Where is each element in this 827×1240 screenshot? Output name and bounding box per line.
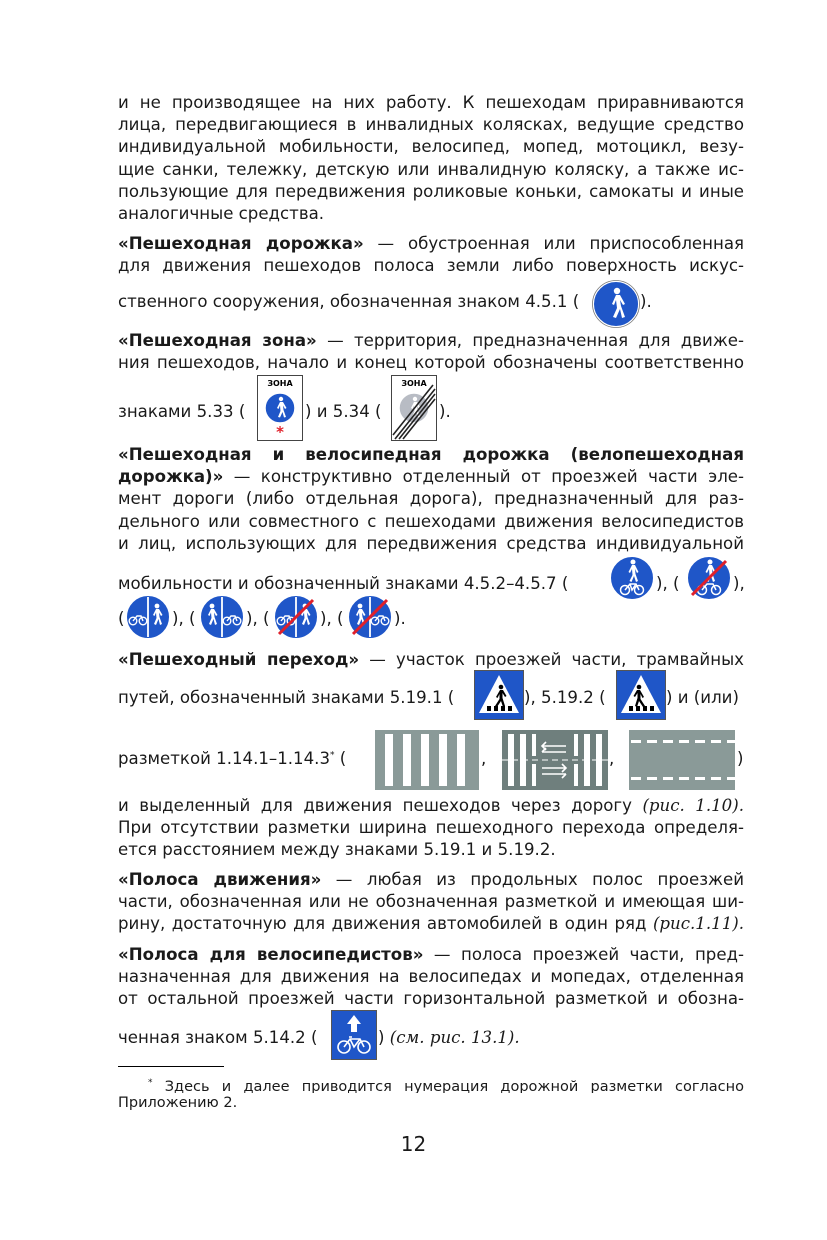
page-number: 12 [400, 1132, 427, 1156]
road-marking-1-14-1-icon [375, 730, 479, 790]
page: и не производящее на них работу. К пешеходам приравниваются лица, передвигающиеся в инвалидных колясках, ведущие средство индивидуальной мобильности, велосипед, мопед, мотоцикл, везу- щие санки, тележку, детскую или инвалидную коляску, а также ис- пользующие для передвижения роликовые коньки, самокаты и иные аналогичные средства. «Пешеходная дорожка» — обустроенная или приспособленная для движения пешеходов полоса земли либо поверхность искус- ственного сооружения, обозначенная знаком 4.5.1 ( ). «Пешеходная зона» — территория, предназначенная для движе- ния пешеходов, начало и конец которой обозначены соответственно знаками 5.33 ( ЗОНА * ) и 5.34 ( ЗОНА ). «Пешеходная и велосипедная дорожка (велопешеходная дорожка)» — конструктивно отделенный от проезжей части эле- мент дороги (либо отдельная дорога), предназначенный для раз- дельного или совместного с пешеходами движения велосипедистов и лиц, использующих для передвижения средства индивидуальной мобильности и обозначенный знаками 4.5.2–4.5.7 ( ), ( ), ( ), ( ), ( ), ( ). «Пешеходный переход» — участок проезжей части, трамвайных путей, обозначенный знаками 5.19.1 ( ), 5.19.2 ( ) и (или) разметкой 1.14.1–1.14.3* ( , , ) и выделенный для движения пешеходов через дорогу (рис. 1.10). При отсутствии разметки ширина пешеходного перехода определя- ется расстоянием между знаками 5.19.1 и 5.19.2. «Полоса движения» — любая из продольных полос проезжей части, обозначенная или не обозначенная разметкой и имеющая ши- рину, достаточную для движения автомобилей в один ряд (рис.1.11). «Полоса для велосипедистов» — полоса проезжей части, пред- назначенная для движения на велосипедах и мопедах, отделенная от остальной проезжей части горизонтальной разметкой и обозна- ченная знаком 5.14.2 ( ) (см. рис. 13.1). * Здесь и далее приводится нумерация дорожной разметки согласно Приложению 2. 12 [0, 0, 827, 1240]
definition-bike-pedestrian-path: «Пешеходная и велосипедная дорожка (велопешеходная дорожка)» — конструктивно отделенный от проезжей части эле- мент дороги (либо отдельная дорога), предназначенный для раз- дельного или совместного с пешеходами движения велосипедистов и лиц, использующих для передвижения средства индивидуальной [118, 444, 744, 555]
term: дорожка)» [118, 467, 224, 487]
svg-text:ЗОНА: ЗОНА [267, 379, 293, 388]
paragraph-pedestrians [118, 92, 744, 225]
definition-crosswalk: «Пешеходный переход» — участок проезжей части, трамвайных [118, 650, 744, 669]
definition-crosswalk-cont: и выделенный для движения пешеходов через дорогу (рис. 1.10). При отсутствии разметки ширина пешеходного перехода определя- ется расстоянием между знаками 5.19.1 и 5.19.2. [118, 795, 744, 862]
term: «Пешеходная дорожка» [118, 234, 364, 253]
pedestrian-left-bike-right-sign-icon [198, 594, 246, 640]
text-line: от остальной проезжей части горизонтальной разметкой и обозна- [118, 989, 744, 1009]
text-line: аналогичные средства. [118, 203, 325, 223]
text-line: пользующие для передвижения роликовые коньки, самокаты и иные [118, 181, 744, 201]
text-line: ется расстоянием между знаками 5.19.1 и 5.19.2. [118, 840, 556, 860]
text-line: мент дороги (либо отдельная дорога), предназначенный для раз- [118, 489, 744, 509]
text-line: щие санки, тележку, детскую или инвалидную коляску, а также ис- [118, 159, 744, 179]
term: «Полоса для велосипедистов» [118, 945, 424, 964]
road-marking-1-14-2-icon [502, 730, 608, 790]
pedestrian-bike-sign-icon [609, 555, 655, 601]
text-line: дельного или совместного с пешеходами движения велосипедистов [118, 511, 744, 531]
pedestrian-zone-end-sign-icon [391, 375, 437, 441]
text-line: для движения пешеходов полоса земли либо поверхность искус- [118, 256, 744, 276]
svg-text:ЗОНА: ЗОНА [401, 379, 427, 388]
footnote-rule [118, 1066, 224, 1067]
text-line: назначенная для движения на велосипедах и мопедах, отделенная [118, 967, 744, 987]
road-marking-1-14-3-icon [629, 730, 735, 790]
text-line: и не производящее на них работу. К пешеходам приравниваются [118, 93, 744, 112]
definition-pedestrian-zone: «Пешеходная зона» — территория, предназначенная для движе- ния пешеходов, начало и конец которой обозначены соответственно [118, 330, 744, 374]
figure-reference: (см. рис. 13.1). [389, 1028, 520, 1047]
term: «Полоса движения» [118, 870, 322, 889]
pedestrian-bike-end-sign-icon [686, 555, 732, 601]
text-line: лица, передвигающиеся в инвалидных колясках, ведущие средство [118, 115, 744, 135]
pedestrian-bike-split-end-sign-icon [346, 594, 394, 640]
figure-reference: (рис. 1.10). [642, 796, 744, 815]
bike-lane-sign-icon [331, 1010, 377, 1060]
term: «Пешеходный переход» [118, 650, 360, 669]
bike-left-pedestrian-right-sign-icon [124, 594, 172, 640]
svg-text:*: * [276, 423, 284, 441]
term: «Пешеходная и велосипедная дорожка (велопешеходная [118, 445, 744, 464]
crosswalk-sign-right-icon [474, 670, 524, 720]
text-line: индивидуальной мобильности, велосипед, мопед, мотоцикл, везу- [118, 137, 744, 157]
definition-pedestrian-path: «Пешеходная дорожка» — обустроенная или приспособленная для движения пешеходов полоса земли либо поверхность искус- [118, 233, 744, 277]
text-line: ния пешеходов, начало и конец которой обозначены соответственно [118, 353, 744, 373]
crosswalk-sign-left-icon [616, 670, 666, 720]
text-line: и лиц, использующих для передвижения средства индивидуальной [118, 533, 744, 553]
text-line: части, обозначенная или не обозначенная разметкой и имеющая ши- [118, 892, 744, 912]
pedestrian-zone-sign-icon [257, 375, 303, 441]
text-line: При отсутствии разметки ширина пешеходного перехода определя- [118, 818, 744, 838]
term: «Пешеходная зона» [118, 331, 317, 350]
footnote: * Здесь и далее приводится нумерация дорожной разметки согласно Приложению 2. [118, 1078, 744, 1111]
figure-reference: (рис.1.11). [652, 914, 744, 934]
bike-pedestrian-end-sign-icon [272, 594, 320, 640]
definition-bike-lane: «Полоса для велосипедистов» — полоса проезжей части, пред- назначенная для движения на велосипедах и мопедах, отделенная от остальной проезжей части горизонтальной разметкой и обозна- [118, 944, 744, 1011]
pedestrian-sign-icon [592, 280, 640, 328]
definition-traffic-lane: «Полоса движения» — любая из продольных полос проезжей части, обозначенная или не обозначенная разметкой и имеющая ши- рину, достаточную для движения автомобилей в один ряд (рис.1.11). [118, 870, 744, 934]
